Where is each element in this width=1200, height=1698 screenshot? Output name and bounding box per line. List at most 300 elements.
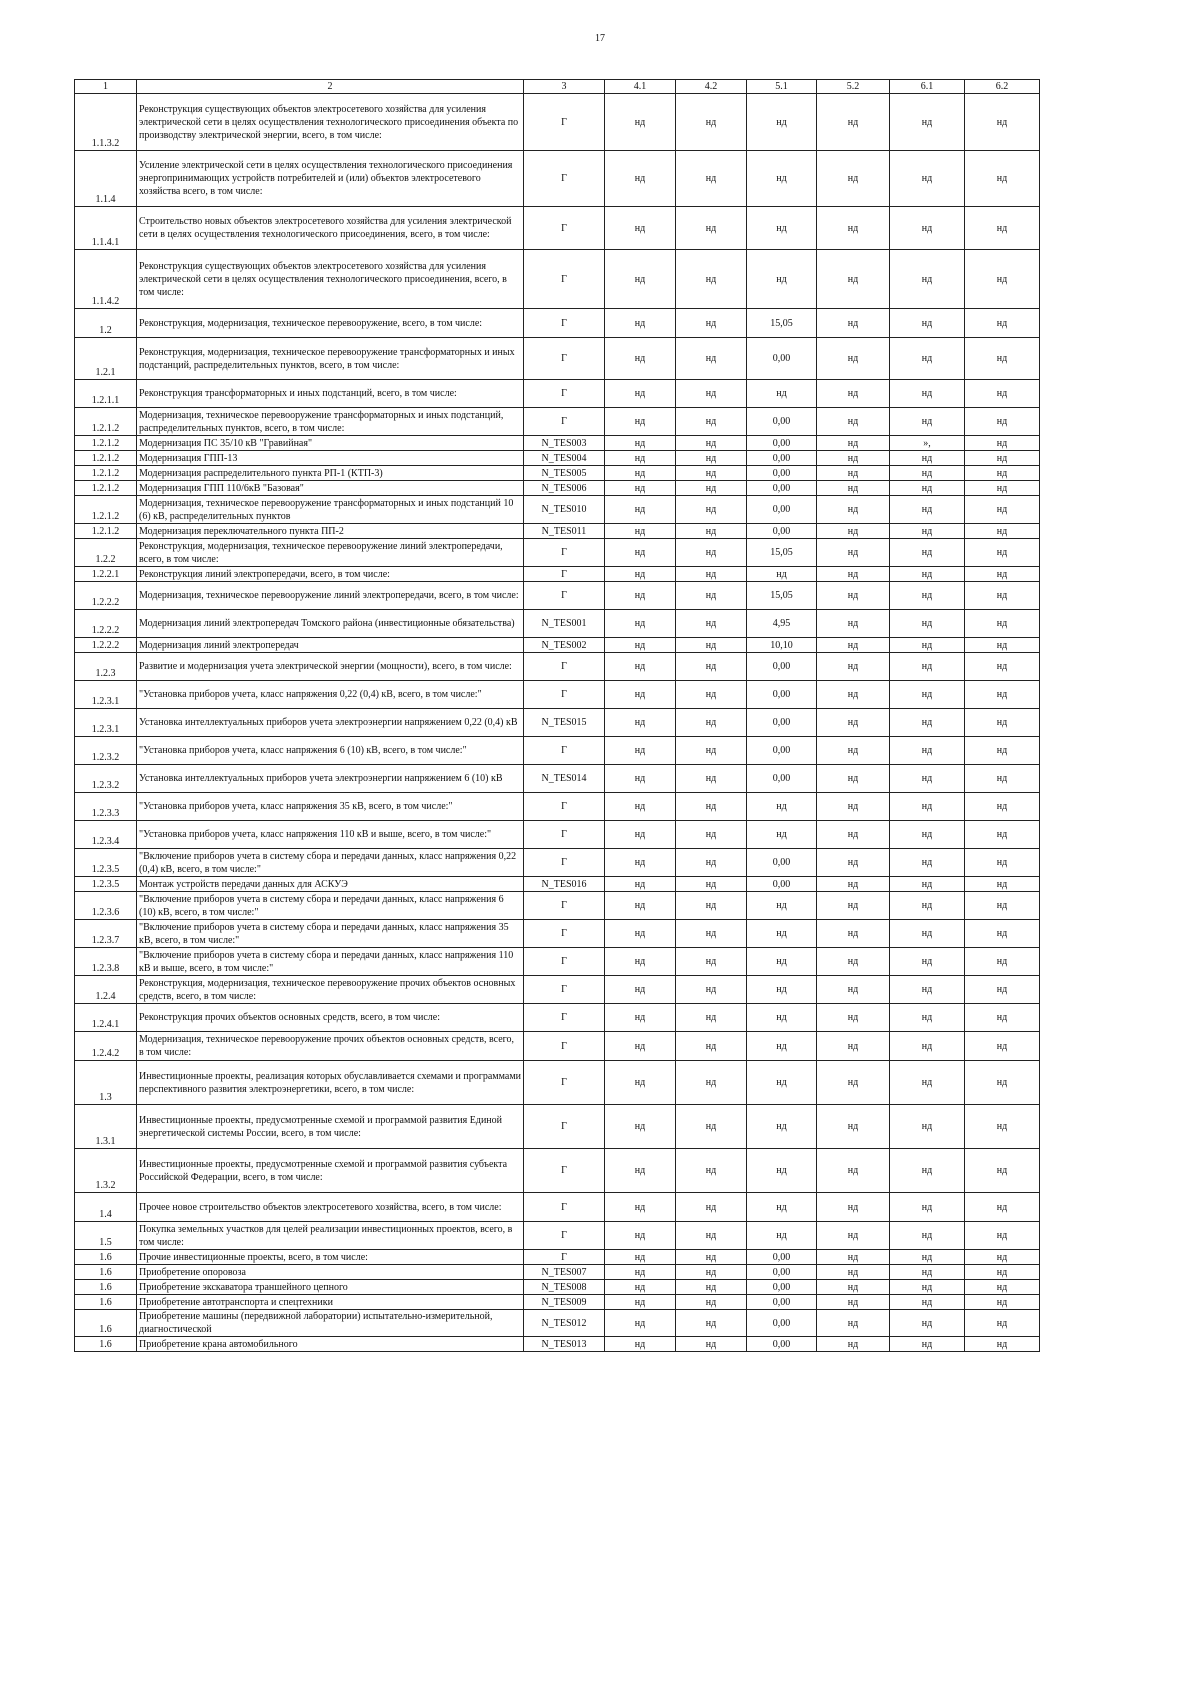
table-row: [75, 892, 1040, 920]
val-5-1: 0,00: [747, 496, 817, 524]
val-5-2: нд: [817, 1004, 890, 1032]
table-row: [75, 765, 1040, 793]
row-code: 1.2.3.3: [75, 793, 137, 821]
row-id: N_TES006: [524, 481, 605, 496]
row-name: Модернизация переключательного пункта ПП-2: [137, 524, 524, 539]
val-4-1: нд: [605, 539, 676, 567]
val-4-1: нд: [605, 638, 676, 653]
val-5-1: 15,05: [747, 582, 817, 610]
row-code: 1.2: [75, 309, 137, 338]
row-code: 1.3: [75, 1061, 137, 1105]
col-header: 2: [137, 80, 524, 94]
val-4-2: нд: [676, 737, 747, 765]
row-id: N_TES011: [524, 524, 605, 539]
row-code: 1.2.3.5: [75, 877, 137, 892]
header-row: [75, 80, 1040, 94]
row-name: Приобретение экскаватора траншейного цепного: [137, 1280, 524, 1295]
val-5-1: 0,00: [747, 524, 817, 539]
row-code: 1.3.1: [75, 1105, 137, 1149]
row-name: Модернизация линий электропередач Томского района (инвестиционные обязательства): [137, 610, 524, 638]
table-row: [75, 1222, 1040, 1250]
val-4-2: нд: [676, 892, 747, 920]
row-code: 1.6: [75, 1295, 137, 1310]
val-6-1: нд: [890, 709, 965, 737]
val-6-1: нд: [890, 737, 965, 765]
val-5-2: нд: [817, 1295, 890, 1310]
val-5-1: нд: [747, 380, 817, 408]
row-name: Реконструкция существующих объектов электросетевого хозяйства для усиления электрической сети в целях осуществления технологического присоединения объекта по производству электрической энергии, всего, в том числе:: [137, 94, 524, 151]
table-row: [75, 976, 1040, 1004]
val-6-2: нд: [965, 737, 1040, 765]
row-name: "Установка приборов учета, класс напряжения 6 (10) кВ, всего, в том числе:": [137, 737, 524, 765]
val-4-1: нд: [605, 567, 676, 582]
row-id: Г: [524, 338, 605, 380]
val-5-2: нд: [817, 1061, 890, 1105]
row-id: Г: [524, 653, 605, 681]
val-5-1: нд: [747, 1061, 817, 1105]
val-4-1: нд: [605, 151, 676, 207]
val-6-2: нд: [965, 1193, 1040, 1222]
val-6-2: нд: [965, 1280, 1040, 1295]
val-4-1: нд: [605, 1250, 676, 1265]
row-name: "Установка приборов учета, класс напряжения 110 кВ и выше, всего, в том числе:": [137, 821, 524, 849]
val-4-2: нд: [676, 481, 747, 496]
table-row: [75, 151, 1040, 207]
row-name: Усиление электрической сети в целях осуществления технологического присоединения энергопринимающих устройств потребителей и (или) объектов электросетевого хозяйства всего, в том числе:: [137, 151, 524, 207]
val-4-2: нд: [676, 653, 747, 681]
val-4-1: нд: [605, 94, 676, 151]
row-id: Г: [524, 250, 605, 309]
val-6-1: нд: [890, 94, 965, 151]
val-4-1: нд: [605, 1310, 676, 1337]
val-4-2: нд: [676, 976, 747, 1004]
table-row: [75, 793, 1040, 821]
val-6-1: нд: [890, 1105, 965, 1149]
val-6-1: нд: [890, 567, 965, 582]
val-6-2: нд: [965, 892, 1040, 920]
val-6-1: нд: [890, 653, 965, 681]
row-id: N_TES003: [524, 436, 605, 451]
row-name: "Включение приборов учета в систему сбора и передачи данных, класс напряжения 0,22 (0,4) кВ, всего, в том числе:": [137, 849, 524, 877]
col-header: 3: [524, 80, 605, 94]
val-5-1: 0,00: [747, 1295, 817, 1310]
val-6-2: нд: [965, 638, 1040, 653]
val-4-2: нд: [676, 524, 747, 539]
val-6-1: нд: [890, 151, 965, 207]
val-5-2: нд: [817, 207, 890, 250]
val-4-2: нд: [676, 1061, 747, 1105]
table-row: [75, 653, 1040, 681]
row-id: N_TES014: [524, 765, 605, 793]
row-code: 1.3.2: [75, 1149, 137, 1193]
val-6-2: нд: [965, 451, 1040, 466]
val-4-1: нд: [605, 207, 676, 250]
table-row: [75, 1004, 1040, 1032]
val-5-2: нд: [817, 151, 890, 207]
val-6-1: нд: [890, 849, 965, 877]
row-name: Прочее новое строительство объектов электросетевого хозяйства, всего, в том числе:: [137, 1193, 524, 1222]
val-4-1: нд: [605, 496, 676, 524]
row-name: Инвестиционные проекты, реализация которых обуславливается схемами и программами перспективного развития электроэнергетики, всего, в том числе:: [137, 1061, 524, 1105]
row-id: Г: [524, 793, 605, 821]
val-5-2: нд: [817, 638, 890, 653]
row-id: Г: [524, 976, 605, 1004]
row-name: Модернизация распределительного пункта РП-1 (КТП-3): [137, 466, 524, 481]
val-6-2: нд: [965, 709, 1040, 737]
val-5-1: 0,00: [747, 1265, 817, 1280]
val-5-2: нд: [817, 849, 890, 877]
val-5-2: нд: [817, 765, 890, 793]
val-5-1: 4,95: [747, 610, 817, 638]
val-6-2: нд: [965, 408, 1040, 436]
val-5-1: нд: [747, 1222, 817, 1250]
row-name: Реконструкция существующих объектов электросетевого хозяйства для усиления электрической сети в целях осуществления технологического присоединения, всего, в том числе:: [137, 250, 524, 309]
row-id: Г: [524, 892, 605, 920]
val-6-1: нд: [890, 481, 965, 496]
val-5-2: нд: [817, 451, 890, 466]
row-id: Г: [524, 94, 605, 151]
val-4-1: нд: [605, 1032, 676, 1061]
val-5-1: нд: [747, 1105, 817, 1149]
val-4-2: нд: [676, 250, 747, 309]
row-name: Реконструкция, модернизация, техническое перевооружение, всего, в том числе:: [137, 309, 524, 338]
val-5-2: нд: [817, 436, 890, 451]
val-4-2: нд: [676, 1149, 747, 1193]
val-4-1: нд: [605, 877, 676, 892]
val-6-2: нд: [965, 610, 1040, 638]
row-name: Строительство новых объектов электросетевого хозяйства для усиления электрической сети в целях осуществления технологического присоединения, всего, в том числе:: [137, 207, 524, 250]
row-name: Установка интеллектуальных приборов учета электроэнергии напряжением 0,22 (0,4) кВ: [137, 709, 524, 737]
val-6-1: нд: [890, 582, 965, 610]
val-6-2: нд: [965, 653, 1040, 681]
val-5-1: нд: [747, 207, 817, 250]
row-code: 1.2.2.2: [75, 610, 137, 638]
val-5-1: 0,00: [747, 1280, 817, 1295]
val-6-2: нд: [965, 976, 1040, 1004]
table-row: [75, 1337, 1040, 1352]
val-4-1: нд: [605, 709, 676, 737]
val-5-1: нд: [747, 1193, 817, 1222]
val-6-2: нд: [965, 948, 1040, 976]
val-4-1: нд: [605, 1337, 676, 1352]
col-header: 4.1: [605, 80, 676, 94]
row-name: Модернизация, техническое перевооружение линий электропередачи, всего, в том числе:: [137, 582, 524, 610]
val-5-2: нд: [817, 920, 890, 948]
val-6-2: нд: [965, 496, 1040, 524]
val-6-2: нд: [965, 250, 1040, 309]
row-name: "Установка приборов учета, класс напряжения 0,22 (0,4) кВ, всего, в том числе:": [137, 681, 524, 709]
val-4-2: нд: [676, 948, 747, 976]
val-5-2: нд: [817, 94, 890, 151]
investment-table: [74, 79, 1040, 1352]
val-5-2: нд: [817, 524, 890, 539]
val-5-2: нд: [817, 1105, 890, 1149]
val-6-1: нд: [890, 496, 965, 524]
val-6-1: нд: [890, 380, 965, 408]
val-6-1: нд: [890, 466, 965, 481]
row-code: 1.2.3.4: [75, 821, 137, 849]
table-row: [75, 451, 1040, 466]
val-5-2: нд: [817, 948, 890, 976]
val-5-1: нд: [747, 892, 817, 920]
table-row: [75, 567, 1040, 582]
val-4-1: нд: [605, 920, 676, 948]
row-name: Реконструкция, модернизация, техническое перевооружение линий электропередачи, всего, в том числе:: [137, 539, 524, 567]
val-5-1: 0,00: [747, 877, 817, 892]
val-6-2: нд: [965, 765, 1040, 793]
val-6-2: нд: [965, 1295, 1040, 1310]
row-id: Г: [524, 920, 605, 948]
val-4-1: нд: [605, 976, 676, 1004]
val-4-2: нд: [676, 920, 747, 948]
val-6-1: нд: [890, 309, 965, 338]
val-5-2: нд: [817, 408, 890, 436]
row-id: Г: [524, 1193, 605, 1222]
val-5-2: нд: [817, 380, 890, 408]
val-4-2: нд: [676, 1004, 747, 1032]
val-5-1: 0,00: [747, 451, 817, 466]
val-4-1: нд: [605, 821, 676, 849]
val-5-1: 10,10: [747, 638, 817, 653]
row-id: N_TES004: [524, 451, 605, 466]
row-id: Г: [524, 821, 605, 849]
val-6-2: нд: [965, 1250, 1040, 1265]
row-code: 1.2.1: [75, 338, 137, 380]
val-6-1: нд: [890, 1032, 965, 1061]
val-5-1: нд: [747, 1149, 817, 1193]
val-4-2: нд: [676, 793, 747, 821]
val-6-2: нд: [965, 309, 1040, 338]
table-row: [75, 849, 1040, 877]
val-4-1: нд: [605, 451, 676, 466]
row-id: N_TES013: [524, 1337, 605, 1352]
table-row: [75, 821, 1040, 849]
row-id: N_TES005: [524, 466, 605, 481]
val-6-2: нд: [965, 466, 1040, 481]
val-6-1: нд: [890, 1265, 965, 1280]
row-code: 1.2.3.6: [75, 892, 137, 920]
row-id: N_TES002: [524, 638, 605, 653]
val-4-1: нд: [605, 1105, 676, 1149]
val-4-1: нд: [605, 408, 676, 436]
val-5-1: 0,00: [747, 849, 817, 877]
val-5-2: нд: [817, 338, 890, 380]
val-6-1: нд: [890, 948, 965, 976]
val-6-2: нд: [965, 1222, 1040, 1250]
row-id: Г: [524, 1032, 605, 1061]
row-id: Г: [524, 1105, 605, 1149]
val-4-2: нд: [676, 451, 747, 466]
val-6-1: нд: [890, 610, 965, 638]
row-id: N_TES001: [524, 610, 605, 638]
val-5-2: нд: [817, 1265, 890, 1280]
row-id: Г: [524, 1004, 605, 1032]
row-name: Инвестиционные проекты, предусмотренные схемой и программой развития субъекта Российской Федерации, всего, в том числе:: [137, 1149, 524, 1193]
val-6-2: нд: [965, 567, 1040, 582]
row-id: Г: [524, 539, 605, 567]
val-5-1: 0,00: [747, 653, 817, 681]
row-id: Г: [524, 207, 605, 250]
val-4-1: нд: [605, 1004, 676, 1032]
row-id: N_TES016: [524, 877, 605, 892]
row-code: 1.2.3.2: [75, 737, 137, 765]
val-6-2: нд: [965, 1265, 1040, 1280]
table-row: [75, 338, 1040, 380]
table-row: [75, 94, 1040, 151]
table-row: [75, 920, 1040, 948]
val-5-1: нд: [747, 821, 817, 849]
row-name: Приобретение машины (передвижной лаборатории) испытательно-измерительной, диагностической: [137, 1310, 524, 1337]
val-5-1: 0,00: [747, 737, 817, 765]
row-code: 1.2.3.1: [75, 709, 137, 737]
val-4-2: нд: [676, 94, 747, 151]
val-5-2: нд: [817, 1193, 890, 1222]
val-5-1: нд: [747, 1004, 817, 1032]
table-row: [75, 1193, 1040, 1222]
row-id: Г: [524, 582, 605, 610]
table-row: [75, 408, 1040, 436]
val-5-2: нд: [817, 567, 890, 582]
val-5-1: нд: [747, 151, 817, 207]
val-6-2: нд: [965, 481, 1040, 496]
row-name: Модернизация линий электропередач: [137, 638, 524, 653]
val-6-2: нд: [965, 524, 1040, 539]
val-6-2: нд: [965, 793, 1040, 821]
val-4-1: нд: [605, 436, 676, 451]
val-5-2: нд: [817, 1310, 890, 1337]
row-code: 1.1.4.2: [75, 250, 137, 309]
val-4-2: нд: [676, 765, 747, 793]
table-row: [75, 1061, 1040, 1105]
val-4-1: нд: [605, 653, 676, 681]
val-4-1: нд: [605, 1265, 676, 1280]
val-6-1: нд: [890, 821, 965, 849]
row-code: 1.1.4: [75, 151, 137, 207]
table-row: [75, 436, 1040, 451]
table-row: [75, 1280, 1040, 1295]
row-id: Г: [524, 948, 605, 976]
table-row: [75, 496, 1040, 524]
row-code: 1.4: [75, 1193, 137, 1222]
val-5-2: нд: [817, 976, 890, 1004]
val-5-2: нд: [817, 877, 890, 892]
val-4-1: нд: [605, 1149, 676, 1193]
row-code: 1.2.1.2: [75, 466, 137, 481]
val-6-2: нд: [965, 380, 1040, 408]
table-row: [75, 948, 1040, 976]
val-5-1: 0,00: [747, 709, 817, 737]
row-code: 1.2.3.5: [75, 849, 137, 877]
val-5-2: нд: [817, 821, 890, 849]
table-row: [75, 207, 1040, 250]
val-6-1: нд: [890, 207, 965, 250]
val-4-2: нд: [676, 877, 747, 892]
col-header: 6.2: [965, 80, 1040, 94]
val-4-2: нд: [676, 1310, 747, 1337]
row-code: 1.6: [75, 1310, 137, 1337]
val-4-1: нд: [605, 610, 676, 638]
col-header: 1: [75, 80, 137, 94]
row-code: 1.6: [75, 1280, 137, 1295]
val-4-1: нд: [605, 793, 676, 821]
row-name: Приобретение опоровоза: [137, 1265, 524, 1280]
val-4-2: нд: [676, 849, 747, 877]
val-6-1: нд: [890, 524, 965, 539]
val-6-1: нд: [890, 1222, 965, 1250]
val-6-1: нд: [890, 1337, 965, 1352]
val-6-1: нд: [890, 451, 965, 466]
row-code: 1.2.1.1: [75, 380, 137, 408]
val-4-1: нд: [605, 481, 676, 496]
val-4-2: нд: [676, 207, 747, 250]
val-4-2: нд: [676, 1105, 747, 1149]
val-6-1: нд: [890, 539, 965, 567]
row-id: Г: [524, 380, 605, 408]
row-id: Г: [524, 681, 605, 709]
val-5-2: нд: [817, 681, 890, 709]
val-6-1: нд: [890, 408, 965, 436]
table-row: [75, 1032, 1040, 1061]
col-header: 5.1: [747, 80, 817, 94]
val-4-2: нд: [676, 496, 747, 524]
row-id: Г: [524, 1149, 605, 1193]
row-name: Приобретение автотранспорта и спецтехники: [137, 1295, 524, 1310]
row-code: 1.2.1.2: [75, 481, 137, 496]
row-id: Г: [524, 1250, 605, 1265]
page-number: 17: [595, 33, 605, 44]
val-4-1: нд: [605, 948, 676, 976]
val-5-1: 15,05: [747, 539, 817, 567]
row-name: Развитие и модернизация учета электрической энергии (мощности), всего, в том числе:: [137, 653, 524, 681]
val-5-1: 0,00: [747, 408, 817, 436]
val-5-2: нд: [817, 481, 890, 496]
val-4-2: нд: [676, 151, 747, 207]
row-code: 1.2.4.1: [75, 1004, 137, 1032]
val-5-2: нд: [817, 1222, 890, 1250]
val-6-2: нд: [965, 1149, 1040, 1193]
val-6-2: нд: [965, 1105, 1040, 1149]
val-4-1: нд: [605, 765, 676, 793]
val-6-1: нд: [890, 920, 965, 948]
val-6-1: нд: [890, 681, 965, 709]
val-4-2: нд: [676, 309, 747, 338]
row-code: 1.2.1.2: [75, 408, 137, 436]
val-4-1: нд: [605, 737, 676, 765]
val-5-1: 0,00: [747, 1310, 817, 1337]
val-6-2: нд: [965, 582, 1040, 610]
val-6-2: нд: [965, 1004, 1040, 1032]
table-row: [75, 466, 1040, 481]
row-name: Установка интеллектуальных приборов учета электроэнергии напряжением 6 (10) кВ: [137, 765, 524, 793]
val-4-2: нд: [676, 681, 747, 709]
val-4-2: нд: [676, 338, 747, 380]
row-code: 1.2.2.2: [75, 582, 137, 610]
val-4-2: нд: [676, 380, 747, 408]
row-name: "Установка приборов учета, класс напряжения 35 кВ, всего, в том числе:": [137, 793, 524, 821]
row-name: Реконструкция линий электропередачи, всего, в том числе:: [137, 567, 524, 582]
val-6-2: нд: [965, 1337, 1040, 1352]
val-4-2: нд: [676, 582, 747, 610]
val-4-2: нд: [676, 1222, 747, 1250]
table-row: [75, 737, 1040, 765]
row-code: 1.1.3.2: [75, 94, 137, 151]
table-row: [75, 539, 1040, 567]
row-name: Реконструкция прочих объектов основных средств, всего, в том числе:: [137, 1004, 524, 1032]
val-6-1: нд: [890, 976, 965, 1004]
val-6-1: нд: [890, 1280, 965, 1295]
row-code: 1.2.3.7: [75, 920, 137, 948]
table-row: [75, 681, 1040, 709]
